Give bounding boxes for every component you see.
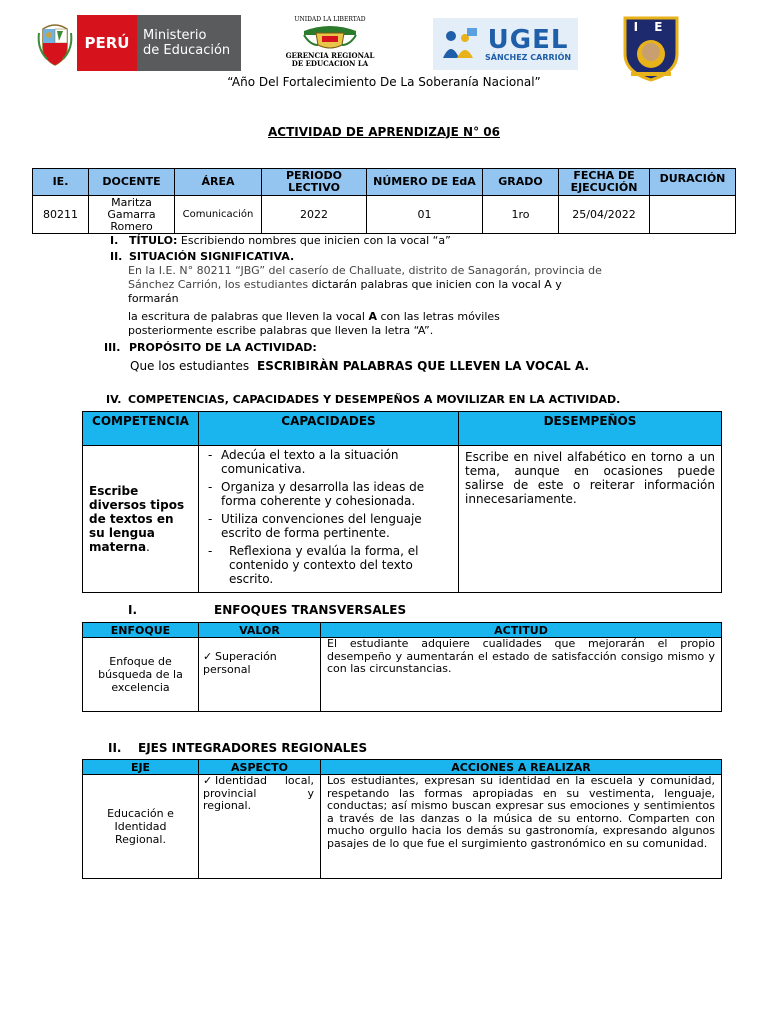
header-ie: IE. — [33, 169, 89, 196]
info-table-row — [33, 196, 736, 234]
competencias-table — [82, 411, 722, 593]
cell-duracion — [650, 196, 736, 234]
ejes-row — [83, 775, 722, 879]
situacion-line-4c: con las letras móviles — [380, 310, 500, 323]
school-ie-logo — [619, 14, 683, 82]
gerencia-line-2: DE EDUCACIÓN LA — [291, 60, 369, 66]
cell-competencia — [83, 446, 199, 593]
section-competencias — [106, 393, 620, 407]
capacidad-item: - Adecúa el texto a la situación comunicativa. — [203, 448, 454, 476]
ugel-logo — [433, 18, 578, 70]
header-desempenos: DESEMPEÑOS — [459, 412, 722, 446]
header-actitud: ACTITUD — [321, 623, 722, 638]
cell-grado: 1ro — [483, 196, 559, 234]
section-label: PROPÓSITO DE LA ACTIVIDAD: — [129, 341, 317, 354]
cell-eje: Educación e Identidad Regional. — [83, 775, 199, 879]
competencia-text: Escribe diversos tipos de textos en su lengua materna — [89, 484, 185, 554]
header-duracion: DURACIÓN — [650, 169, 736, 196]
gerencia-regional-logo — [284, 16, 376, 72]
section-ejes — [108, 741, 367, 755]
section-number: II. — [110, 250, 123, 263]
checkmark-icon: ✓ — [203, 650, 213, 663]
cell-valor — [199, 638, 321, 712]
enfoques-table — [82, 622, 722, 712]
section-number: III. — [104, 341, 121, 354]
situacion-line-5: posteriormente escribe palabras que lleven la letra “A”. — [128, 324, 434, 337]
ugel-word: UGEL — [487, 24, 569, 55]
ministry-line-2: de Educación — [143, 43, 231, 58]
situacion-line-2 — [128, 278, 688, 292]
section-text: Escribiendo nombres que inicien con la vocal “a” — [180, 234, 451, 247]
header-aspecto: ASPECTO — [199, 760, 321, 775]
ministry-line-1: Ministerio — [143, 28, 207, 43]
header-fecha: FECHA DE EJECUCIÓN — [559, 169, 650, 196]
section-label: SITUACIÓN SIGNIFICATIVA. — [129, 250, 295, 263]
ie-letters: I E — [633, 20, 669, 34]
header-eje: EJE — [83, 760, 199, 775]
header-valor: VALOR — [199, 623, 321, 638]
motto: “Año Del Fortalecimiento De La Soberanía Nacional” — [227, 75, 541, 89]
gerencia-top-text: UNIDAD LA LIBERTAD — [294, 16, 366, 23]
cell-periodo: 2022 — [262, 196, 367, 234]
header-periodo: PERIODO LECTIVO — [262, 169, 367, 196]
situacion-line-2a: Sánchez Carrión, los estudiantes — [128, 278, 309, 291]
proposito-text-a: Que los estudiantes — [130, 359, 250, 373]
proposito-text-b: ESCRIBIRÀN PALABRAS QUE LLEVEN LA VOCAL A. — [257, 359, 590, 373]
info-table — [32, 168, 736, 234]
cell-area: Comunicación — [175, 196, 262, 234]
cell-ie: 80211 — [33, 196, 89, 234]
header-docente: DOCENTE — [89, 169, 175, 196]
competencias-row — [83, 446, 722, 593]
peru-label: PERÚ — [77, 15, 137, 71]
cell-aspecto — [199, 775, 321, 879]
ministry-name — [137, 15, 241, 71]
peru-coat-of-arms-icon — [33, 15, 77, 71]
cell-numero-eda: 01 — [367, 196, 483, 234]
competencias-header — [83, 412, 722, 446]
header-enfoque: ENFOQUE — [83, 623, 199, 638]
situacion-line-4b: A — [368, 310, 377, 323]
situacion-line-3: formarán — [128, 292, 179, 305]
checkmark-icon: ✓ — [203, 774, 213, 787]
cell-desempeno: Escribe en nivel alfabético en torno a un tema, aunque en ocasiones puede salirse de este o reiterar información innecesariamente. — [459, 446, 722, 593]
section-number: I. — [128, 603, 138, 617]
regional-shield-icon — [300, 23, 360, 49]
proposito-text — [130, 359, 589, 373]
situacion-line-4 — [128, 310, 500, 324]
ugel-subtitle: SÁNCHEZ CARRIÓN — [485, 52, 572, 62]
ejes-table — [82, 759, 722, 879]
page-title: ACTIVIDAD DE APRENDIZAJE N° 06 — [268, 125, 500, 139]
cell-enfoque: Enfoque de búsqueda de la excelencia — [83, 638, 199, 712]
section-label: ENFOQUES TRANSVERSALES — [214, 603, 407, 617]
capacidad-item: - Utiliza convenciones del lenguaje escrito de forma pertinente. — [203, 512, 454, 540]
aspecto-text: Identidad local, provincial y regional. — [203, 774, 314, 812]
section-number: IV. — [106, 393, 122, 406]
info-table-header — [33, 169, 736, 196]
section-proposito — [104, 341, 317, 355]
section-titulo — [110, 234, 451, 248]
section-number: I. — [110, 234, 119, 247]
header-area: ÁREA — [175, 169, 262, 196]
section-situacion — [110, 250, 294, 264]
cell-acciones: Los estudiantes, expresan su identidad en la escuela y comunidad, respetando las formas apropiadas en su vestimenta, lenguaje, conductas; así mismo buscan expresar sus emociones y sentimientos a través de las danzas o la música de su entorno. Comparten con mucho orgullo hacia los demás su gastronomía, expresando algunos pasajes de lo que fue el surgimiento gastronómico en su comunidad. — [321, 775, 722, 879]
header-capacidades: CAPACIDADES — [199, 412, 459, 446]
section-label: TÍTULO: — [129, 234, 178, 247]
ministerio-educacion-logo — [33, 15, 241, 71]
cell-fecha: 25/04/2022 — [559, 196, 650, 234]
section-label: COMPETENCIAS, CAPACIDADES Y DESEMPEÑOS A MOVILIZAR EN LA ACTIVIDAD. — [128, 393, 621, 406]
cell-capacidades — [199, 446, 459, 593]
header-competencia: COMPETENCIA — [83, 412, 199, 446]
situacion-line-2b: dictarán palabras que inicien con la vocal A y — [311, 278, 562, 291]
gerencia-line-1: GERENCIA REGIONAL — [285, 51, 375, 60]
enfoques-row — [83, 638, 722, 712]
cell-actitud: El estudiante adquiere cualidades que mejorarán el propio desempeño y aumentarán el estado de satisfacción consigo mismo y con las circunstancias. — [321, 638, 722, 712]
competencia-period: . — [146, 540, 150, 554]
enfoques-header — [83, 623, 722, 638]
capacidad-item: - Organiza y desarrolla las ideas de forma coherente y cohesionada. — [203, 480, 454, 508]
header-acciones: ACCIONES A REALIZAR — [321, 760, 722, 775]
cell-docente: Maritza Gamarra Romero — [89, 196, 175, 234]
capacidades-list — [203, 448, 454, 586]
situacion-line-1: En la I.E. N° 80211 “JBG” del caserío de Challuate, distrito de Sanagorán, provincia de — [128, 264, 602, 277]
situacion-line-4a: la escritura de palabras que lleven la vocal — [128, 310, 365, 323]
header-numero-eda: NÚMERO DE EdA — [367, 169, 483, 196]
section-number: II. — [108, 741, 122, 755]
capacidad-item: - Reflexiona y evalúa la forma, el contenido y contexto del texto escrito. — [203, 544, 454, 586]
ejes-header — [83, 760, 722, 775]
section-enfoques — [128, 603, 406, 617]
header-grado: GRADO — [483, 169, 559, 196]
section-label: EJES INTEGRADORES REGIONALES — [138, 741, 368, 755]
header-logos — [0, 14, 768, 84]
valor-text: Superación personal — [203, 650, 277, 676]
ugel-people-icon — [439, 24, 479, 64]
